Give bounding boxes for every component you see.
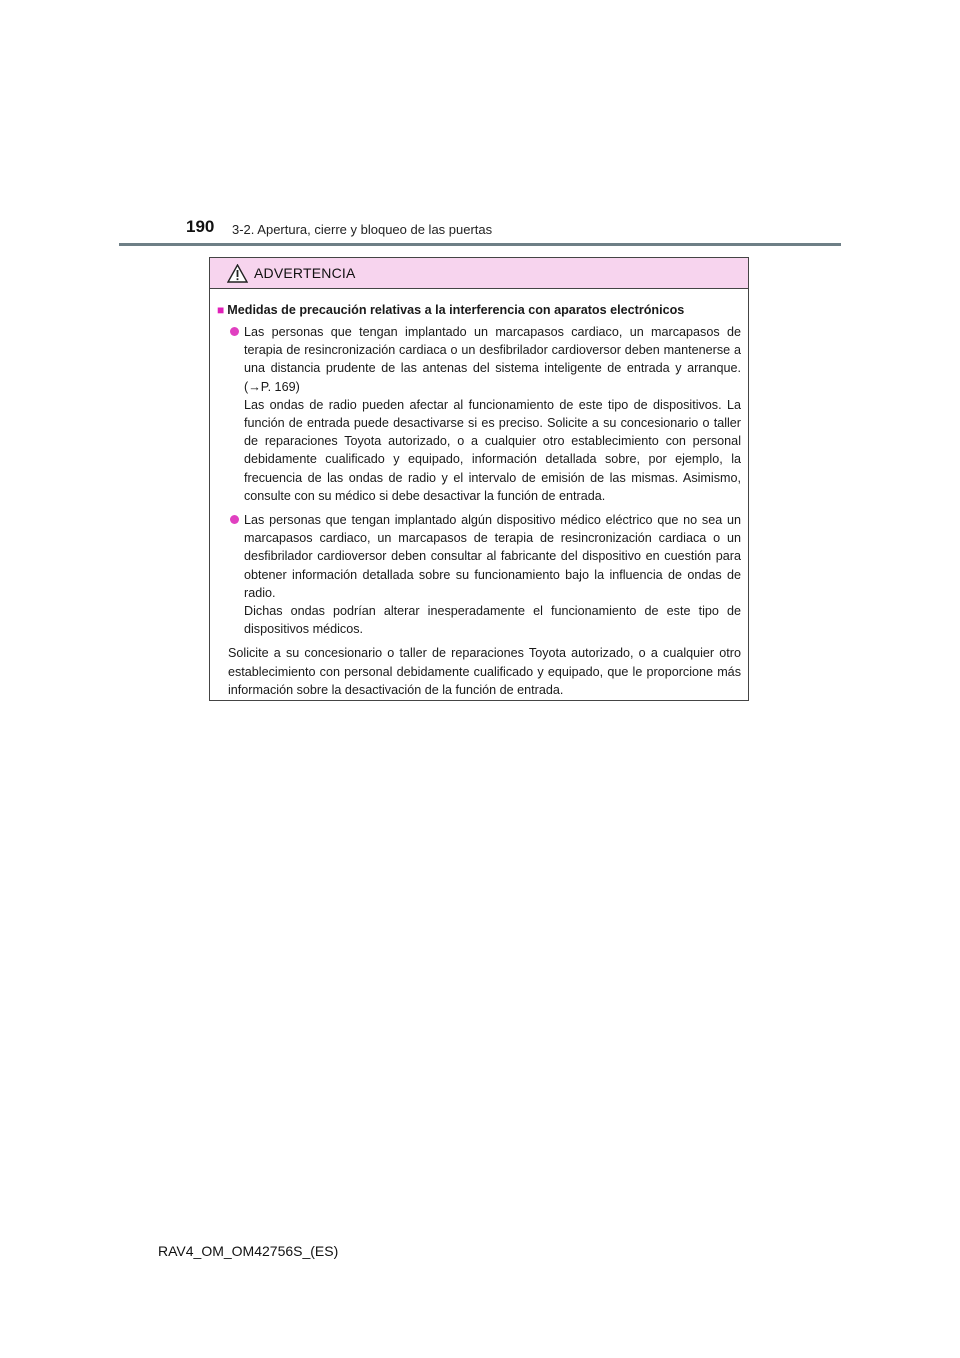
list-item (217, 511, 741, 638)
warning-box (209, 257, 749, 701)
square-bullet-icon: ■ (217, 303, 225, 317)
page-number: 190 (186, 217, 215, 236)
warning-header (210, 258, 748, 289)
bullet-dot-icon (230, 515, 239, 524)
bullet-paragraph: Las personas que tengan implantado un marcapasos cardiaco, un marcapasos de terapia de resincronización cardiaca o un desfibrilador cardioversor deben mantenerse a una distancia prudente de las antenas del sistema inteligente de entrada y arranque. (→P. 169) (244, 325, 741, 394)
bullet-text (244, 323, 741, 505)
closing-text: Solicite a su concesionario o taller de reparaciones Toyota autorizado, o a cualquier otro establecimiento con personal debidamente cualificado y equipado, que le proporcione más información sobre la desactivación de la función de entrada. (228, 646, 741, 697)
footer-code: RAV4_OM_OM42756S_(ES) (158, 1243, 339, 1259)
bullet-paragraph: Las personas que tengan implantado algún dispositivo médico eléctrico que no sea un marcapasos cardiaco, un marcapasos de terapia de resincronización cardiaca o un desfibrilador cardioversor deben consultar al fabricante del dispositivo en cuestión para obtener información detallada sobre su funcionamiento bajo la influencia de ondas de radio. (244, 513, 741, 600)
warning-title: ADVERTENCIA (254, 265, 356, 281)
warning-body (210, 289, 748, 699)
bullet-dot-icon (230, 327, 239, 336)
header-rule (119, 243, 841, 246)
bullet-paragraph: Las ondas de radio pueden afectar al funcionamiento de este tipo de dispositivos. La función de entrada puede desactivarse si es preciso. Solicite a su concesionario o taller de reparaciones Toyota autorizado, o a cualquier otro establecimiento con personal debidamente cualificado y equipado, información detallada sobre, por ejemplo, la frecuencia de las ondas de radio y el intervalo de emisión de las mismas. Asimismo, consulte con su médico si debe desactivar la función de entrada. (244, 397, 741, 503)
warning-triangle-icon (227, 264, 248, 283)
section-title: 3-2. Apertura, cierre y bloqueo de las puertas (232, 222, 493, 237)
subheading-text: Medidas de precaución relativas a la interferencia con aparatos electrónicos (227, 303, 685, 317)
bullet-text (244, 511, 741, 638)
list-item (217, 323, 741, 505)
bullet-paragraph: Dichas ondas podrían alterar inesperadamente el funcionamiento de este tipo de dispositivos médicos. (244, 604, 741, 637)
warning-subheading (217, 301, 741, 319)
